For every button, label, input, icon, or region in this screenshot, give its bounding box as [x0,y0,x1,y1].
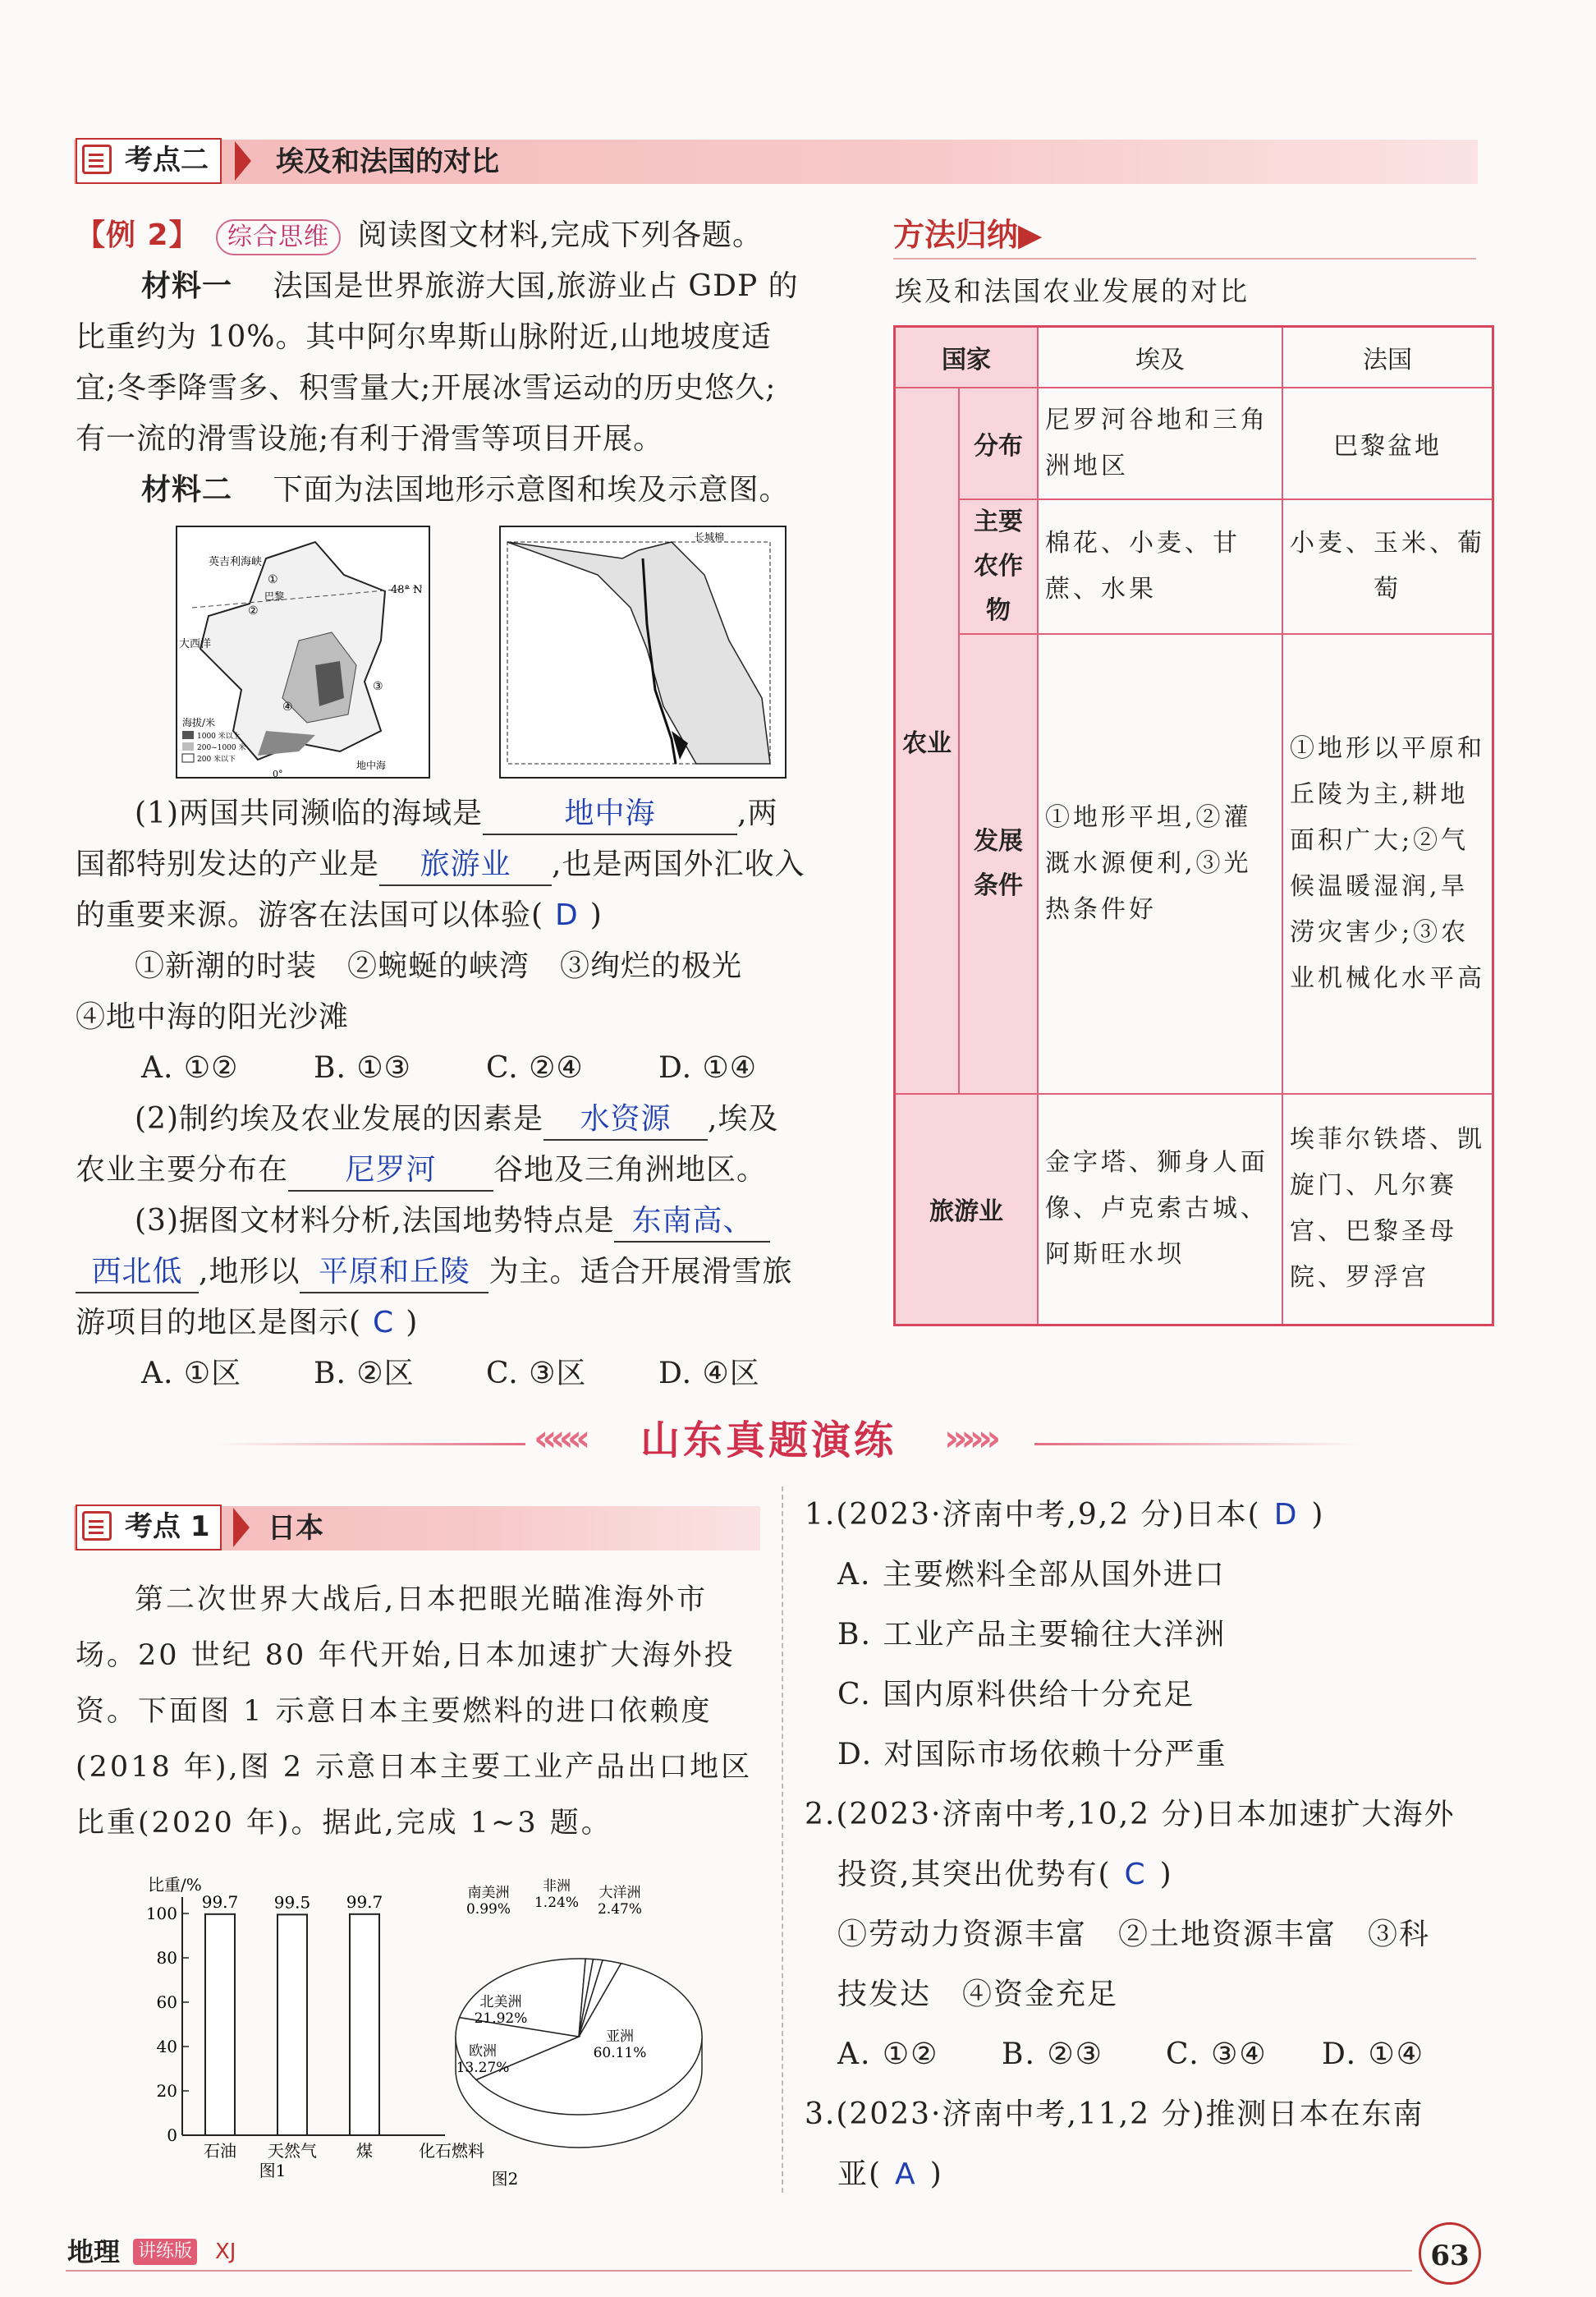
map-label-nile-dam: 长城棉 [695,531,725,543]
bar [350,1914,379,2135]
q1-options [76,1043,855,1094]
method-title [893,212,1042,258]
cell-france: 小麦、玉米、葡萄 [1282,499,1493,634]
section-title: 日本 [268,1512,323,1545]
comparison-table [893,325,1494,1326]
ability-tag: 综合思维 [216,219,341,255]
q1-items: ①新潮的时装 ②蜿蜒的峡湾 ③绚烂的极光 [135,949,743,983]
slice-value: 1.24% [534,1895,580,1911]
x-tick-label: 天然气 [268,2141,317,2161]
y-axis-label: 比重/% [148,1875,202,1895]
pie-chart-fig2 [443,1878,714,2189]
question-1 [805,1485,1502,1545]
q2-text: (2)制约埃及农业发展的因素是 [135,1102,543,1136]
method-subtitle: 埃及和法国农业发展的对比 [895,275,1250,307]
france-map [176,526,430,780]
q1-answer-blank [483,794,737,835]
paragraph-line: 资。下面图 1 示意日本主要燃料的进口依赖度 [76,1695,713,1728]
cell-egypt: 棉花、小麦、甘蔗、水果 [1038,499,1282,634]
slice-value: 13.27% [456,2060,510,2076]
footer-tag: 讲练版 [133,2239,197,2265]
table-row [895,499,1493,634]
option-b: B. ②③ [1002,2037,1103,2071]
slice-value: 21.92% [474,2010,528,2027]
question-answer: D [1273,1498,1299,1532]
cell-egypt: 尼罗河谷地和三角洲地区 [1038,388,1282,499]
q1-text: 国都特别发达的产业是 [76,848,380,881]
header-egypt: 埃及 [1038,327,1282,388]
option-c: C. ②④ [486,1051,584,1085]
region-1: ① [268,573,278,586]
material-one-label: 材料一 [141,269,233,303]
q2-text: 谷地及三角洲地区。 [493,1153,768,1187]
column-divider [782,1486,783,2193]
question-stem: 亚( [837,2157,883,2191]
paragraph-line: 第二次世界大战后,日本把眼光瞄准海外市 [135,1583,709,1616]
option-b: B. ②区 [314,1357,415,1390]
note-icon [82,1511,112,1541]
option-b: B. 工业产品主要输往大洋洲 [837,1618,1227,1652]
option-a: A. ①区 [141,1357,242,1390]
question-2 [805,1785,1502,1844]
q3-answer-blank [76,1252,199,1293]
y-tick-label: 60 [156,1992,177,2012]
japan-paragraph [76,1572,773,1851]
q1-answer-3: D [555,898,579,932]
legend-swatch-high [182,731,194,739]
q3-text: ,地形以 [199,1255,300,1289]
question-stem-end: ) [1159,1858,1173,1891]
q3-options [76,1348,855,1399]
x-tick-label: 化石燃料 [419,2141,484,2161]
arrow-icon [233,1508,250,1547]
q3-text: ) [406,1306,419,1339]
map-label-lat: 48° N [391,584,423,596]
row-label-tourism: 旅游业 [895,1094,1039,1325]
page-number: 63 [1419,2222,1481,2285]
q3-answer-blank [300,1252,488,1293]
section-title: 埃及和法国的对比 [276,145,499,178]
bar [277,1914,307,2135]
option-c: C. 国内原料供给十分充足 [837,1678,1195,1711]
table-header-row [895,327,1493,388]
q1-text: ,两 [737,797,778,830]
slice-label: 亚洲 [606,2028,634,2045]
y-tick-label: 80 [156,1948,177,1968]
cell-france: 埃菲尔铁塔、凯旋门、凡尔赛宫、巴黎圣母院、罗浮宫 [1282,1094,1493,1325]
footer-version: XJ [215,2240,236,2264]
legend-mid: 200~1000 米 [197,744,246,752]
bar [205,1914,235,2135]
data-label: 99.5 [273,1892,311,1913]
footer-subject: 地理 [67,2236,121,2267]
example-tag: 【例 2】 [76,218,200,252]
option-a: A. 主要燃料全部从国外进口 [837,1558,1226,1592]
map-label-lon: 0° [273,769,283,779]
q3-text: (3)据图文材料分析,法国地势特点是 [135,1204,615,1238]
option-c: C. ③④ [1166,2037,1268,2071]
cell-france: 巴黎盆地 [1282,388,1493,499]
divider-right-chevrons: »»» [944,1417,995,1459]
q1-text: (1)两国共同濒临的海域是 [135,797,483,830]
option-a: A. ①② [141,1051,239,1085]
cell-egypt: ①地形平坦,②灌溉水源便利,③光热条件好 [1038,634,1282,1094]
footer-line [66,2270,1412,2272]
data-label: 99.7 [201,1891,239,1912]
japan-questions [805,1485,1502,2204]
region-3: ③ [373,680,383,693]
y-tick-label: 100 [145,1904,177,1923]
q1-text: ) [589,898,603,932]
table-row [895,1094,1493,1325]
slice-label: 非洲 [543,1878,571,1895]
option-d: D. ④区 [658,1357,760,1390]
legend-swatch-low [182,754,194,762]
material-two-label: 材料二 [141,473,233,507]
x-tick-label: 石油 [204,2141,236,2161]
row-label: 发展条件 [959,634,1038,1094]
map-label-channel: 英吉利海峡 [209,556,263,568]
data-label: 99.7 [346,1891,383,1912]
map-label-paris: 巴黎 [264,590,285,602]
slice-value: 60.11% [593,2045,647,2061]
question-stem: 投资,其突出优势有( [837,1858,1112,1891]
option-d: D. ①④ [658,1051,758,1085]
option-d: D. ①④ [1322,2037,1425,2071]
egypt-map [499,526,787,780]
example-block [76,210,855,516]
q2-text: ,埃及 [708,1102,779,1136]
question-answer: A [895,2157,917,2191]
method-underline [893,258,1476,260]
q3-answer-3: C [373,1306,395,1339]
q2-options [805,2024,1502,2084]
question-items: ①劳动力资源丰富 ②土地资源丰富 ③科 [837,1918,1431,1951]
question-stem-end: ) [929,2157,943,2191]
option-c: C. ③区 [486,1357,587,1390]
header-france: 法国 [1282,327,1493,388]
section-badge: 考点 1 [76,1505,222,1550]
row-group-agri: 农业 [895,388,960,1094]
material-one-line: 比重约为 10%。其中阿尔卑斯山脉附近,山地坡度适 [76,320,772,354]
q3-answer-1b: 西北低 [91,1255,183,1289]
arrow-right-icon: ▶ [1018,217,1043,253]
question-stem: 3.(2023·济南中考,11,2 分)推测日本在东南 [805,2097,1424,2131]
question-stem: 1.(2023·济南中考,9,2 分)日本( [805,1498,1261,1532]
section-badge: 考点二 [76,138,222,184]
q2-answer-blank [543,1100,708,1141]
legend-swatch-mid [182,742,194,751]
material-one-line: 有一流的滑雪设施;有利于滑雪等项目开展。 [76,422,664,456]
q3-answer-blank [614,1201,770,1243]
paragraph-line: (2018 年),图 2 示意日本主要工业产品出口地区 [76,1751,753,1784]
slice-label: 北美洲 [479,1994,522,2010]
q1-items: ④地中海的阳光沙滩 [76,1000,350,1034]
cell-egypt: 金字塔、狮身人面像、卢克索古城、阿斯旺水坝 [1038,1094,1282,1325]
question-stem-end: ) [1311,1498,1325,1532]
slice-label: 南美洲 [467,1885,510,1901]
q2-answer-blank [288,1151,493,1192]
q1-answer-2: 旅游业 [420,848,511,881]
divider-title: 山东真题演练 [640,1417,897,1463]
legend-high: 1000 米以上 [197,733,241,741]
slice-value: 2.47% [597,1901,643,1918]
divider-left-chevrons: ««« [534,1417,585,1459]
q3-text: 游项目的地区是图示( [76,1306,362,1339]
q3-text: 为主。适合开展滑雪旅 [488,1255,793,1289]
slice-label: 大洋洲 [598,1885,641,1901]
divider-line-right [1034,1443,1363,1445]
region-4: ④ [282,701,293,714]
paragraph-line: 场。20 世纪 80 年代开始,日本加速扩大海外投 [76,1639,736,1672]
q2-answer-1: 水资源 [580,1102,672,1136]
material-two-text: 下面为法国地形示意图和埃及示意图。 [273,473,790,507]
material-one-text: 法国是世界旅游大国,旅游业占 GDP 的 [273,269,799,303]
y-tick-label: 20 [156,2081,177,2101]
material-one-line: 宜;冬季降雪多、积雪量大;开展冰雪运动的历史悠久; [76,371,777,405]
question-3 [805,2084,1502,2144]
header-country: 国家 [895,327,1039,388]
y-tick-label: 0 [167,2125,177,2145]
example-questions [76,788,855,1399]
divider-line-left [213,1443,525,1445]
legend-title: 海拔/米 [182,717,216,728]
legend-low: 200 米以下 [197,756,236,764]
chart-title: 图1 [259,2161,287,2180]
q3-answer-1: 东南高、 [631,1204,754,1238]
q2-text: 农业主要分布在 [76,1153,289,1187]
table-row [895,634,1493,1094]
option-a: A. ①② [837,2037,939,2071]
map-label-atlantic: 大西洋 [179,638,212,650]
note-icon [82,145,112,174]
option-b: B. ①③ [314,1051,411,1085]
chart-title: 图2 [491,2169,519,2189]
x-tick-label: 煤 [356,2141,373,2161]
q2-answer-2: 尼罗河 [345,1153,437,1187]
row-label: 分布 [959,388,1038,499]
q3-answer-2: 平原和丘陵 [318,1255,470,1289]
slice-value: 0.99% [466,1901,511,1918]
row-label: 主要农作物 [959,499,1038,634]
paragraph-line: 比重(2020 年)。据此,完成 1~3 题。 [76,1807,612,1840]
map-label-med: 地中海 [356,760,387,771]
q1-answer-1: 地中海 [564,797,656,830]
cell-france: ①地形以平原和丘陵为主,耕地面积广大;②气候温暖湿润,旱涝灾害少;③农业机械化水平高 [1282,634,1493,1094]
region-2: ② [248,604,259,618]
arrow-icon [235,141,251,181]
question-answer: C [1124,1858,1147,1891]
slice-label: 欧洲 [469,2043,497,2060]
example-intro: 阅读图文材料,完成下列各题。 [357,218,763,252]
method-title-text: 方法归纳 [893,217,1019,253]
question-stem: 2.(2023·济南中考,10,2 分)日本加速扩大海外 [805,1798,1456,1831]
question-items: 技发达 ④资金充足 [837,1978,1119,2011]
y-tick-label: 40 [156,2037,177,2056]
option-d: D. 对国际市场依赖十分严重 [837,1738,1227,1771]
q1-text: 的重要来源。游客在法国可以体验( [76,898,544,932]
q1-answer-blank [379,845,552,886]
q1-text: ,也是两国外汇收入 [552,848,805,881]
table-row [895,388,1493,499]
